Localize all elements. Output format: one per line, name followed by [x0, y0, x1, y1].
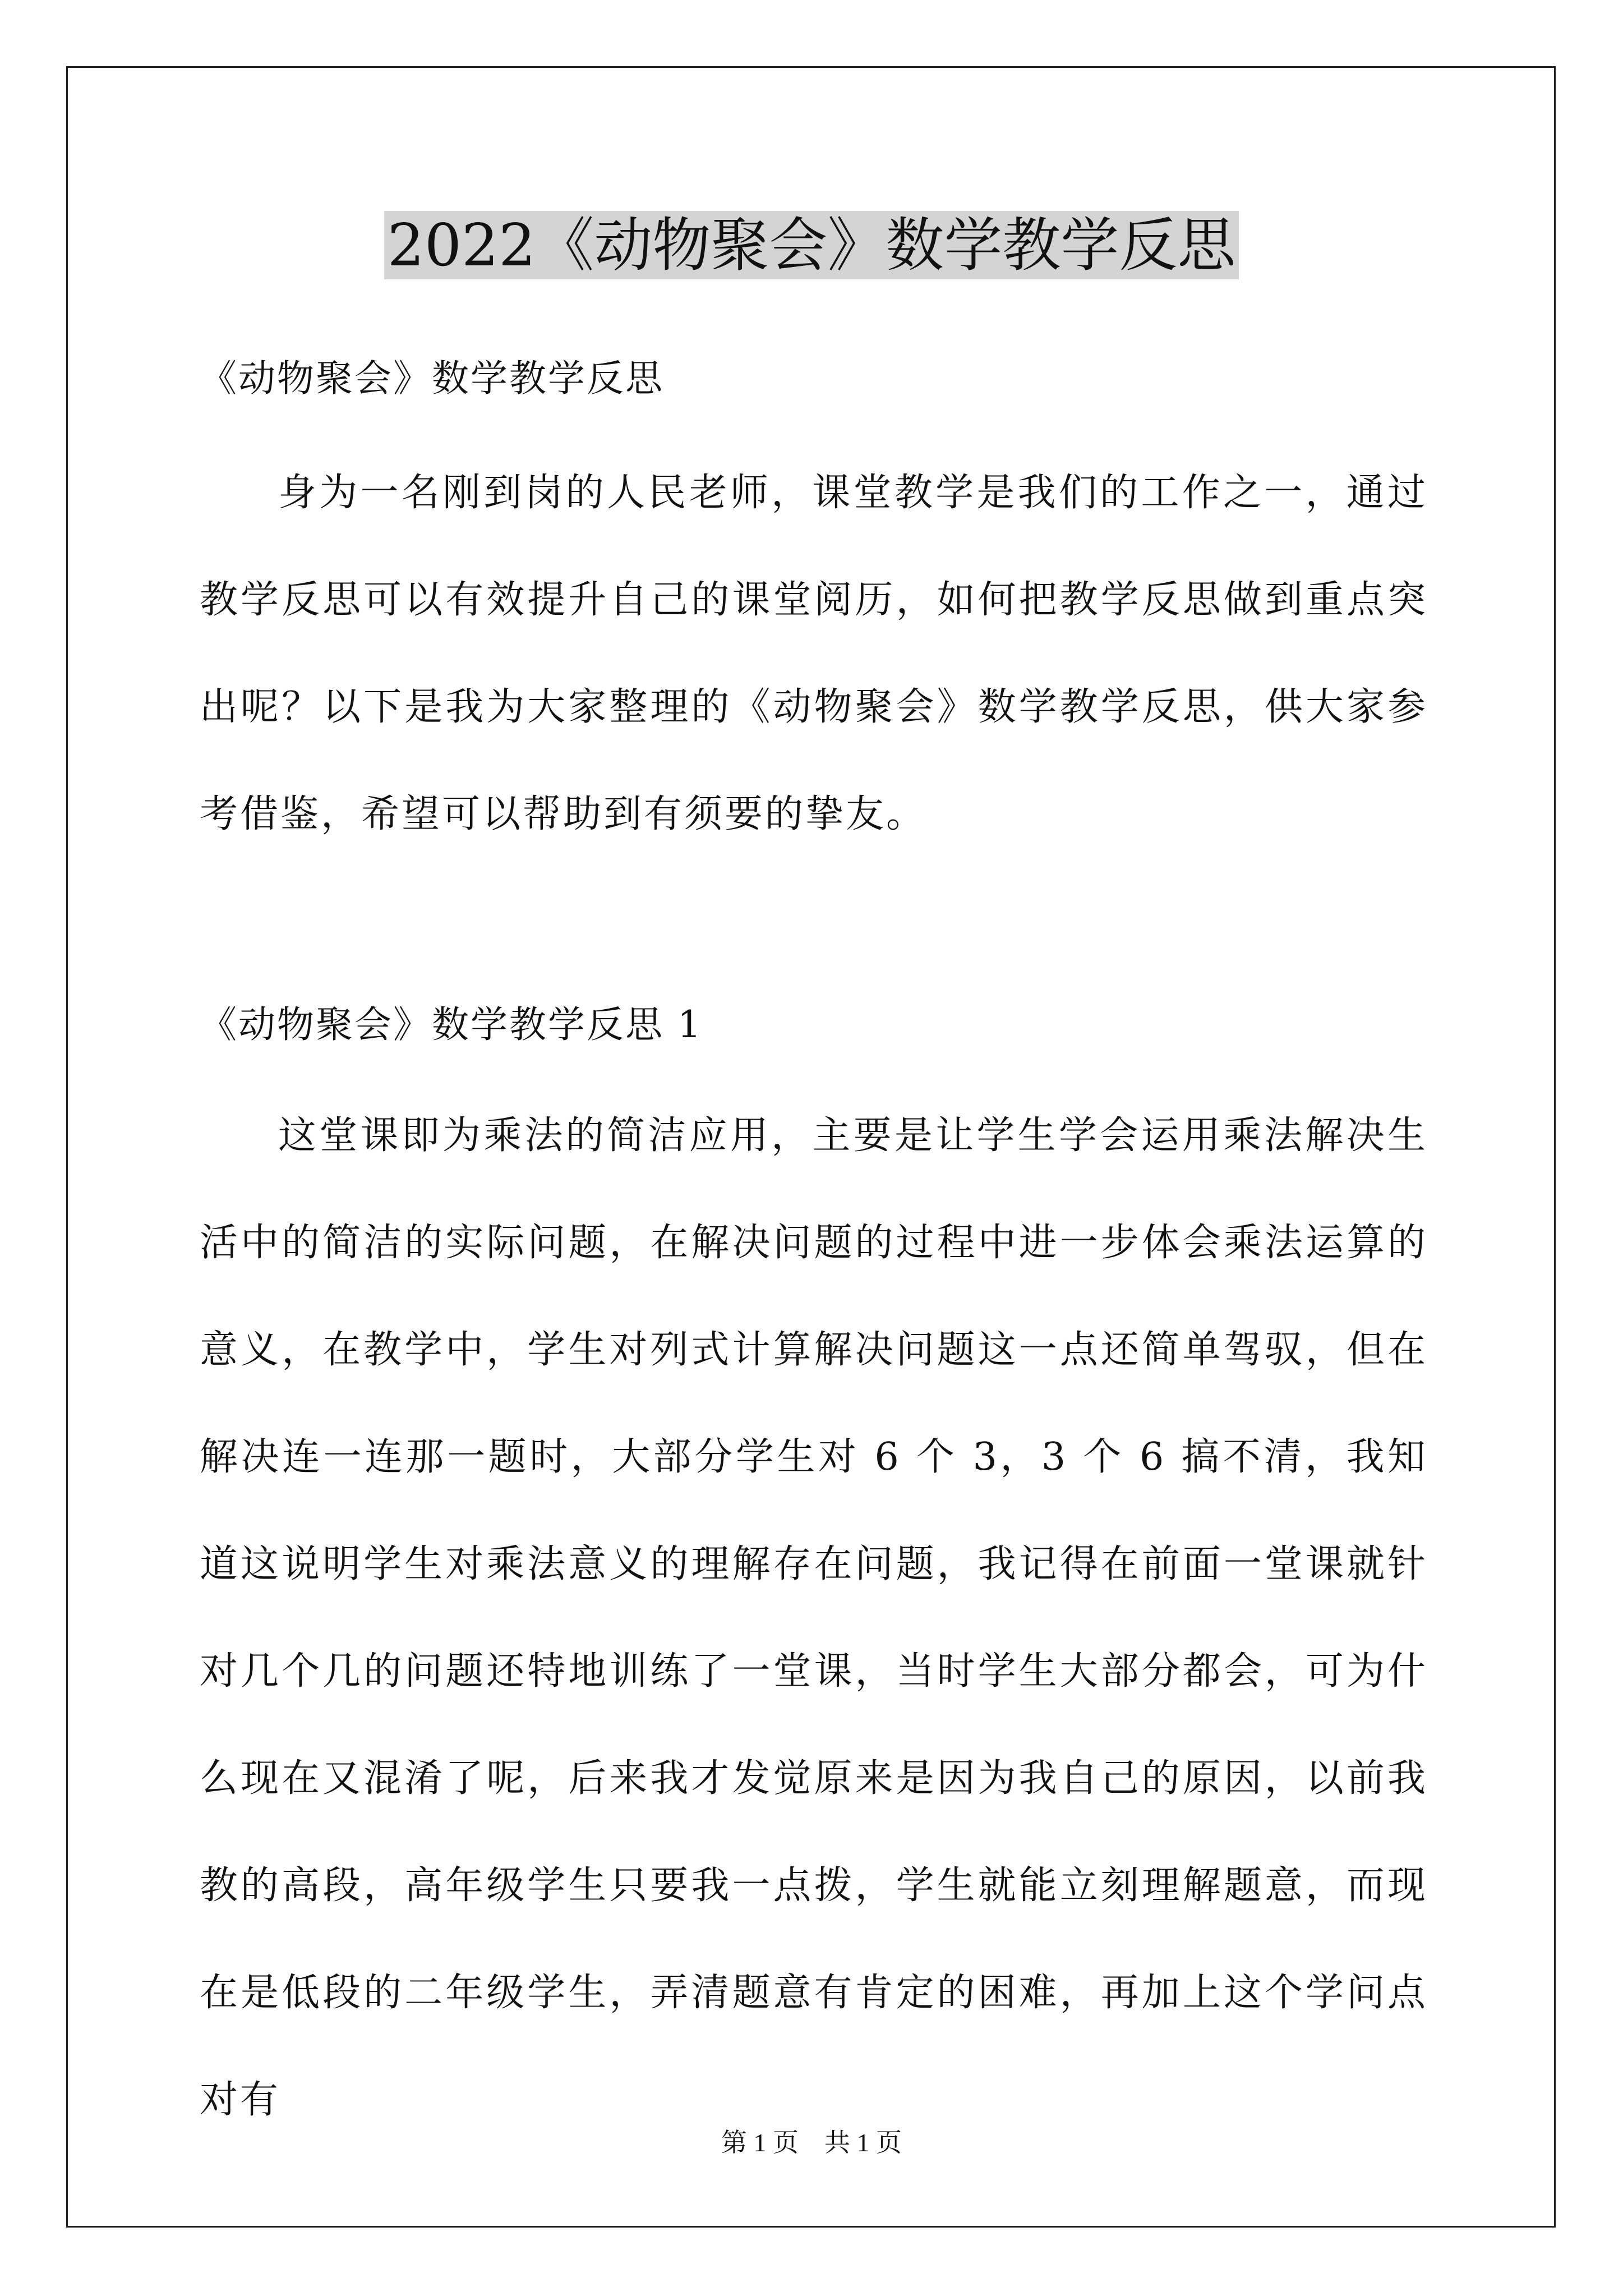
intro-paragraph: 身为一名刚到岗的人民老师，课堂教学是我们的工作之一，通过教学反思可以有效提升自己的课堂阅历，如何把教学反思做到重点突出呢？以下是我为大家整理的《动物聚会》数学教学反思，供大家参考借鉴，希望可以帮助到有须要的挚友。 — [200, 471, 1428, 836]
section-1-heading: 《动物聚会》数学教学反思 1 — [200, 1003, 703, 1046]
section-1-paragraph: 这堂课即为乘法的简洁应用，主要是让学生学会运用乘法解决生活中的简洁的实际问题，在解决问题的过程中进一步体会乘法运算的意义，在教学中，学生对列式计算解决问题这一点还简单驾驭，但在解决连一连那一题时，大部分学生对 6 个 3，3 个 6 搞不清，我知道这说明学生对乘法意义的理解存在问题，我记得在前面一堂课就针对几个几的问题还特地训练了一堂课，当时学生大部分都会，可为什么现在又混淆了呢，后来我才发觉原来是因为我自己的原因，以前我教的高段，高年级学生只要我一点拨，学生就能立刻理解题意，而现在是低段的二年级学生，弄清题意有肯定的困难，再加上这个学问点对有 — [200, 1114, 1428, 2122]
document-title — [0, 203, 1623, 287]
page-number-label: 第 1 页 — [721, 2128, 799, 2157]
page-total-label: 共 1 页 — [824, 2128, 902, 2157]
page-footer — [0, 2126, 1623, 2160]
document-subtitle: 《动物聚会》数学教学反思 — [200, 357, 664, 400]
document-title-text: 2022《动物聚会》数学教学反思 — [384, 211, 1239, 279]
